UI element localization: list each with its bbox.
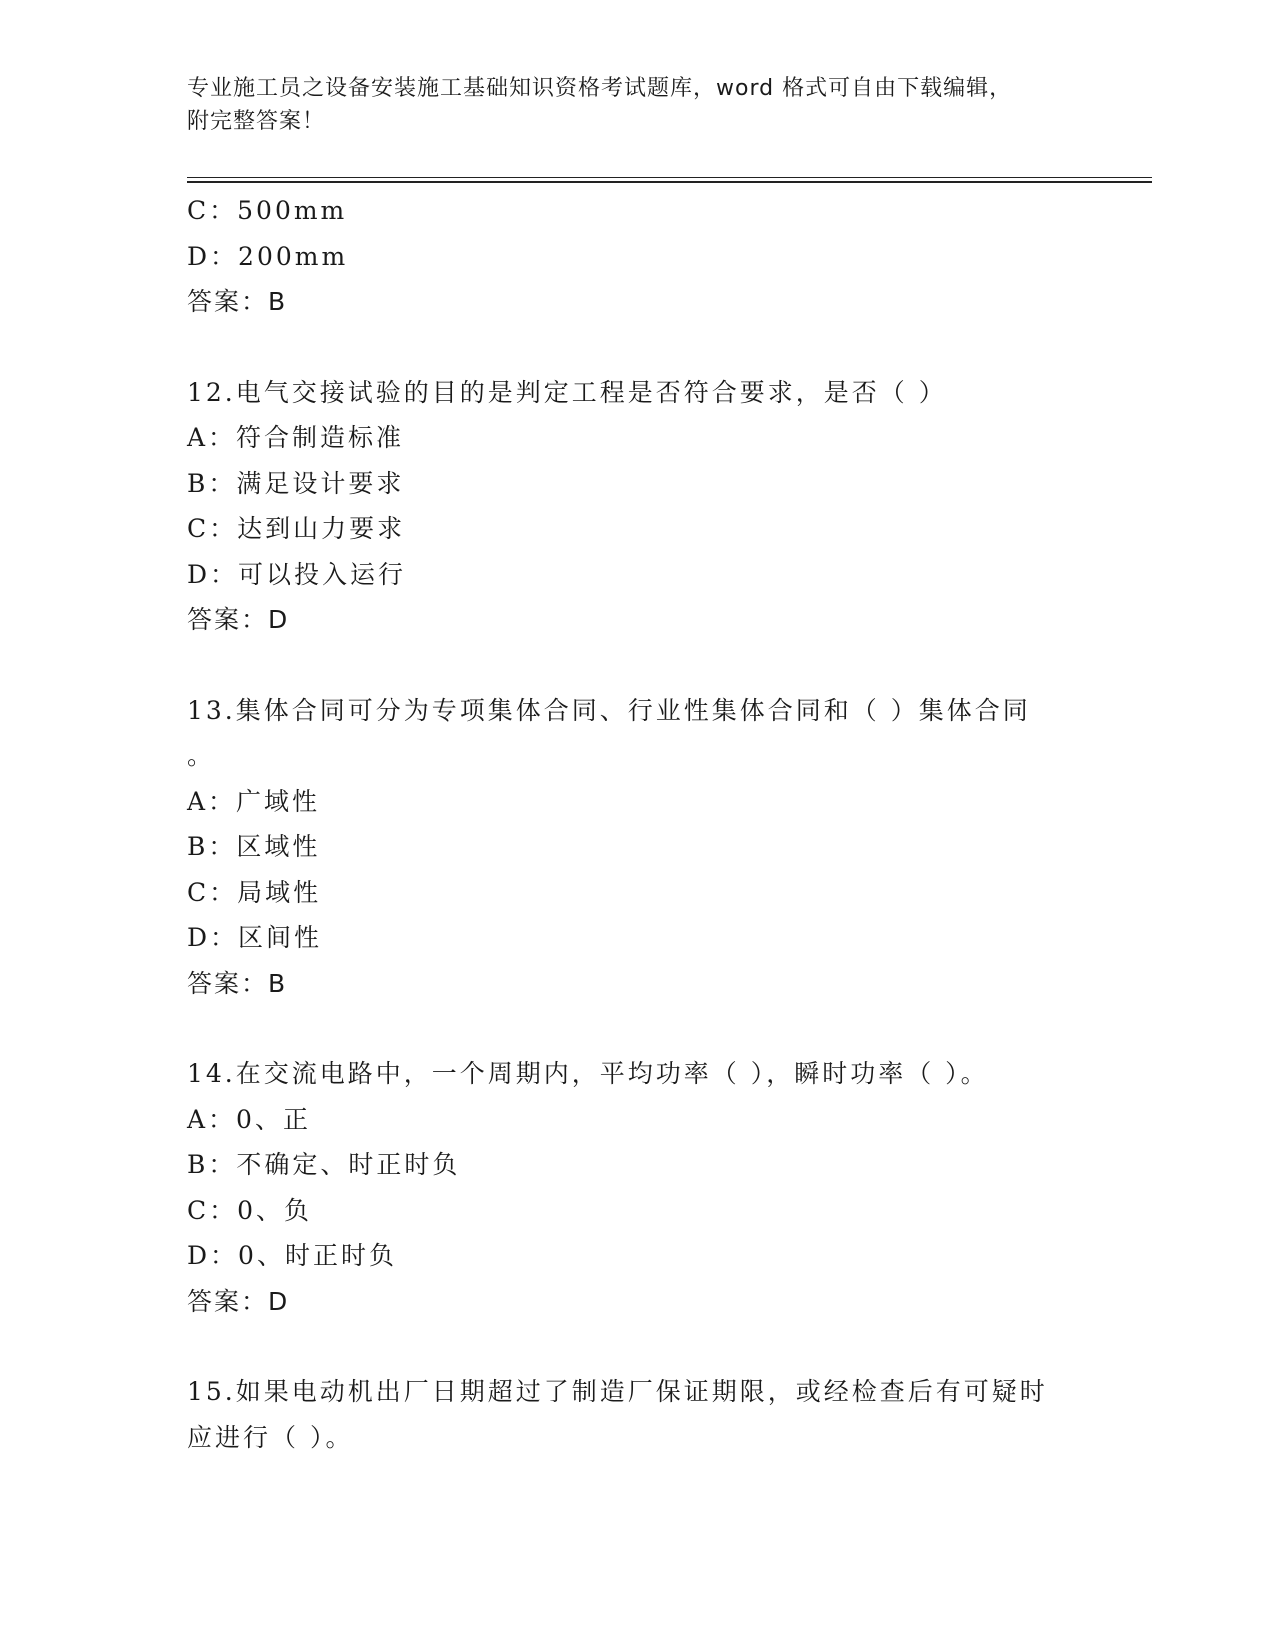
option-c: C：达到山力要求 [187, 514, 406, 543]
document-header [187, 72, 1067, 138]
question-14 [187, 1051, 1087, 1324]
question-13 [187, 688, 1087, 1007]
question-15 [187, 1369, 1087, 1460]
spacer [187, 643, 1087, 688]
option-b: B：满足设计要求 [187, 468, 405, 498]
option-c: C：500mm [187, 196, 348, 225]
option-d: D：200mm [187, 241, 349, 271]
option-c: C：局域性 [187, 877, 322, 907]
question-stem: 13.集体合同可分为专项集体合同、行业性集体合同和（ ）集体合同 [187, 695, 1031, 725]
answer-line: 答案：B [187, 968, 288, 998]
header-divider-thick [187, 181, 1152, 183]
answer-line: 答案：D [187, 1286, 290, 1316]
question-stem-continuation: 。 [187, 741, 216, 770]
spacer [187, 1006, 1087, 1051]
answer-line: 答案：D [187, 605, 290, 634]
question-11-continuation [187, 188, 1087, 325]
spacer [187, 325, 1087, 370]
header-divider-thin [187, 177, 1152, 178]
question-stem-continuation: 应进行（ ）。 [187, 1422, 354, 1452]
option-a: A：广域性 [187, 786, 321, 816]
header-line-1: 专业施工员之设备安装施工基础知识资格考试题库，word 格式可自由下载编辑， [187, 76, 1013, 101]
header-line-2: 附完整答案！ [187, 109, 326, 134]
spacer [187, 1324, 1087, 1369]
option-d: D：可以投入运行 [187, 559, 407, 589]
question-stem: 15.如果电动机出厂日期超过了制造厂保证期限，或经检查后有可疑时 [187, 1377, 1048, 1406]
option-b: B：区域性 [187, 832, 321, 861]
option-a: A：0、正 [187, 1104, 311, 1134]
option-b: B：不确定、时正时负 [187, 1150, 461, 1179]
question-stem: 14.在交流电路中，一个周期内，平均功率（ ），瞬时功率（ ）。 [187, 1059, 989, 1088]
question-stem: 12.电气交接试验的目的是判定工程是否符合要求，是否（ ） [187, 377, 947, 407]
question-12 [187, 370, 1087, 643]
answer-line: 答案：B [187, 287, 288, 316]
question-list [187, 188, 1087, 1460]
option-a: A：符合制造标准 [187, 423, 405, 452]
option-d: D：区间性 [187, 923, 323, 952]
option-c: C：0、负 [187, 1195, 313, 1225]
option-d: D：0、时正时负 [187, 1241, 397, 1270]
